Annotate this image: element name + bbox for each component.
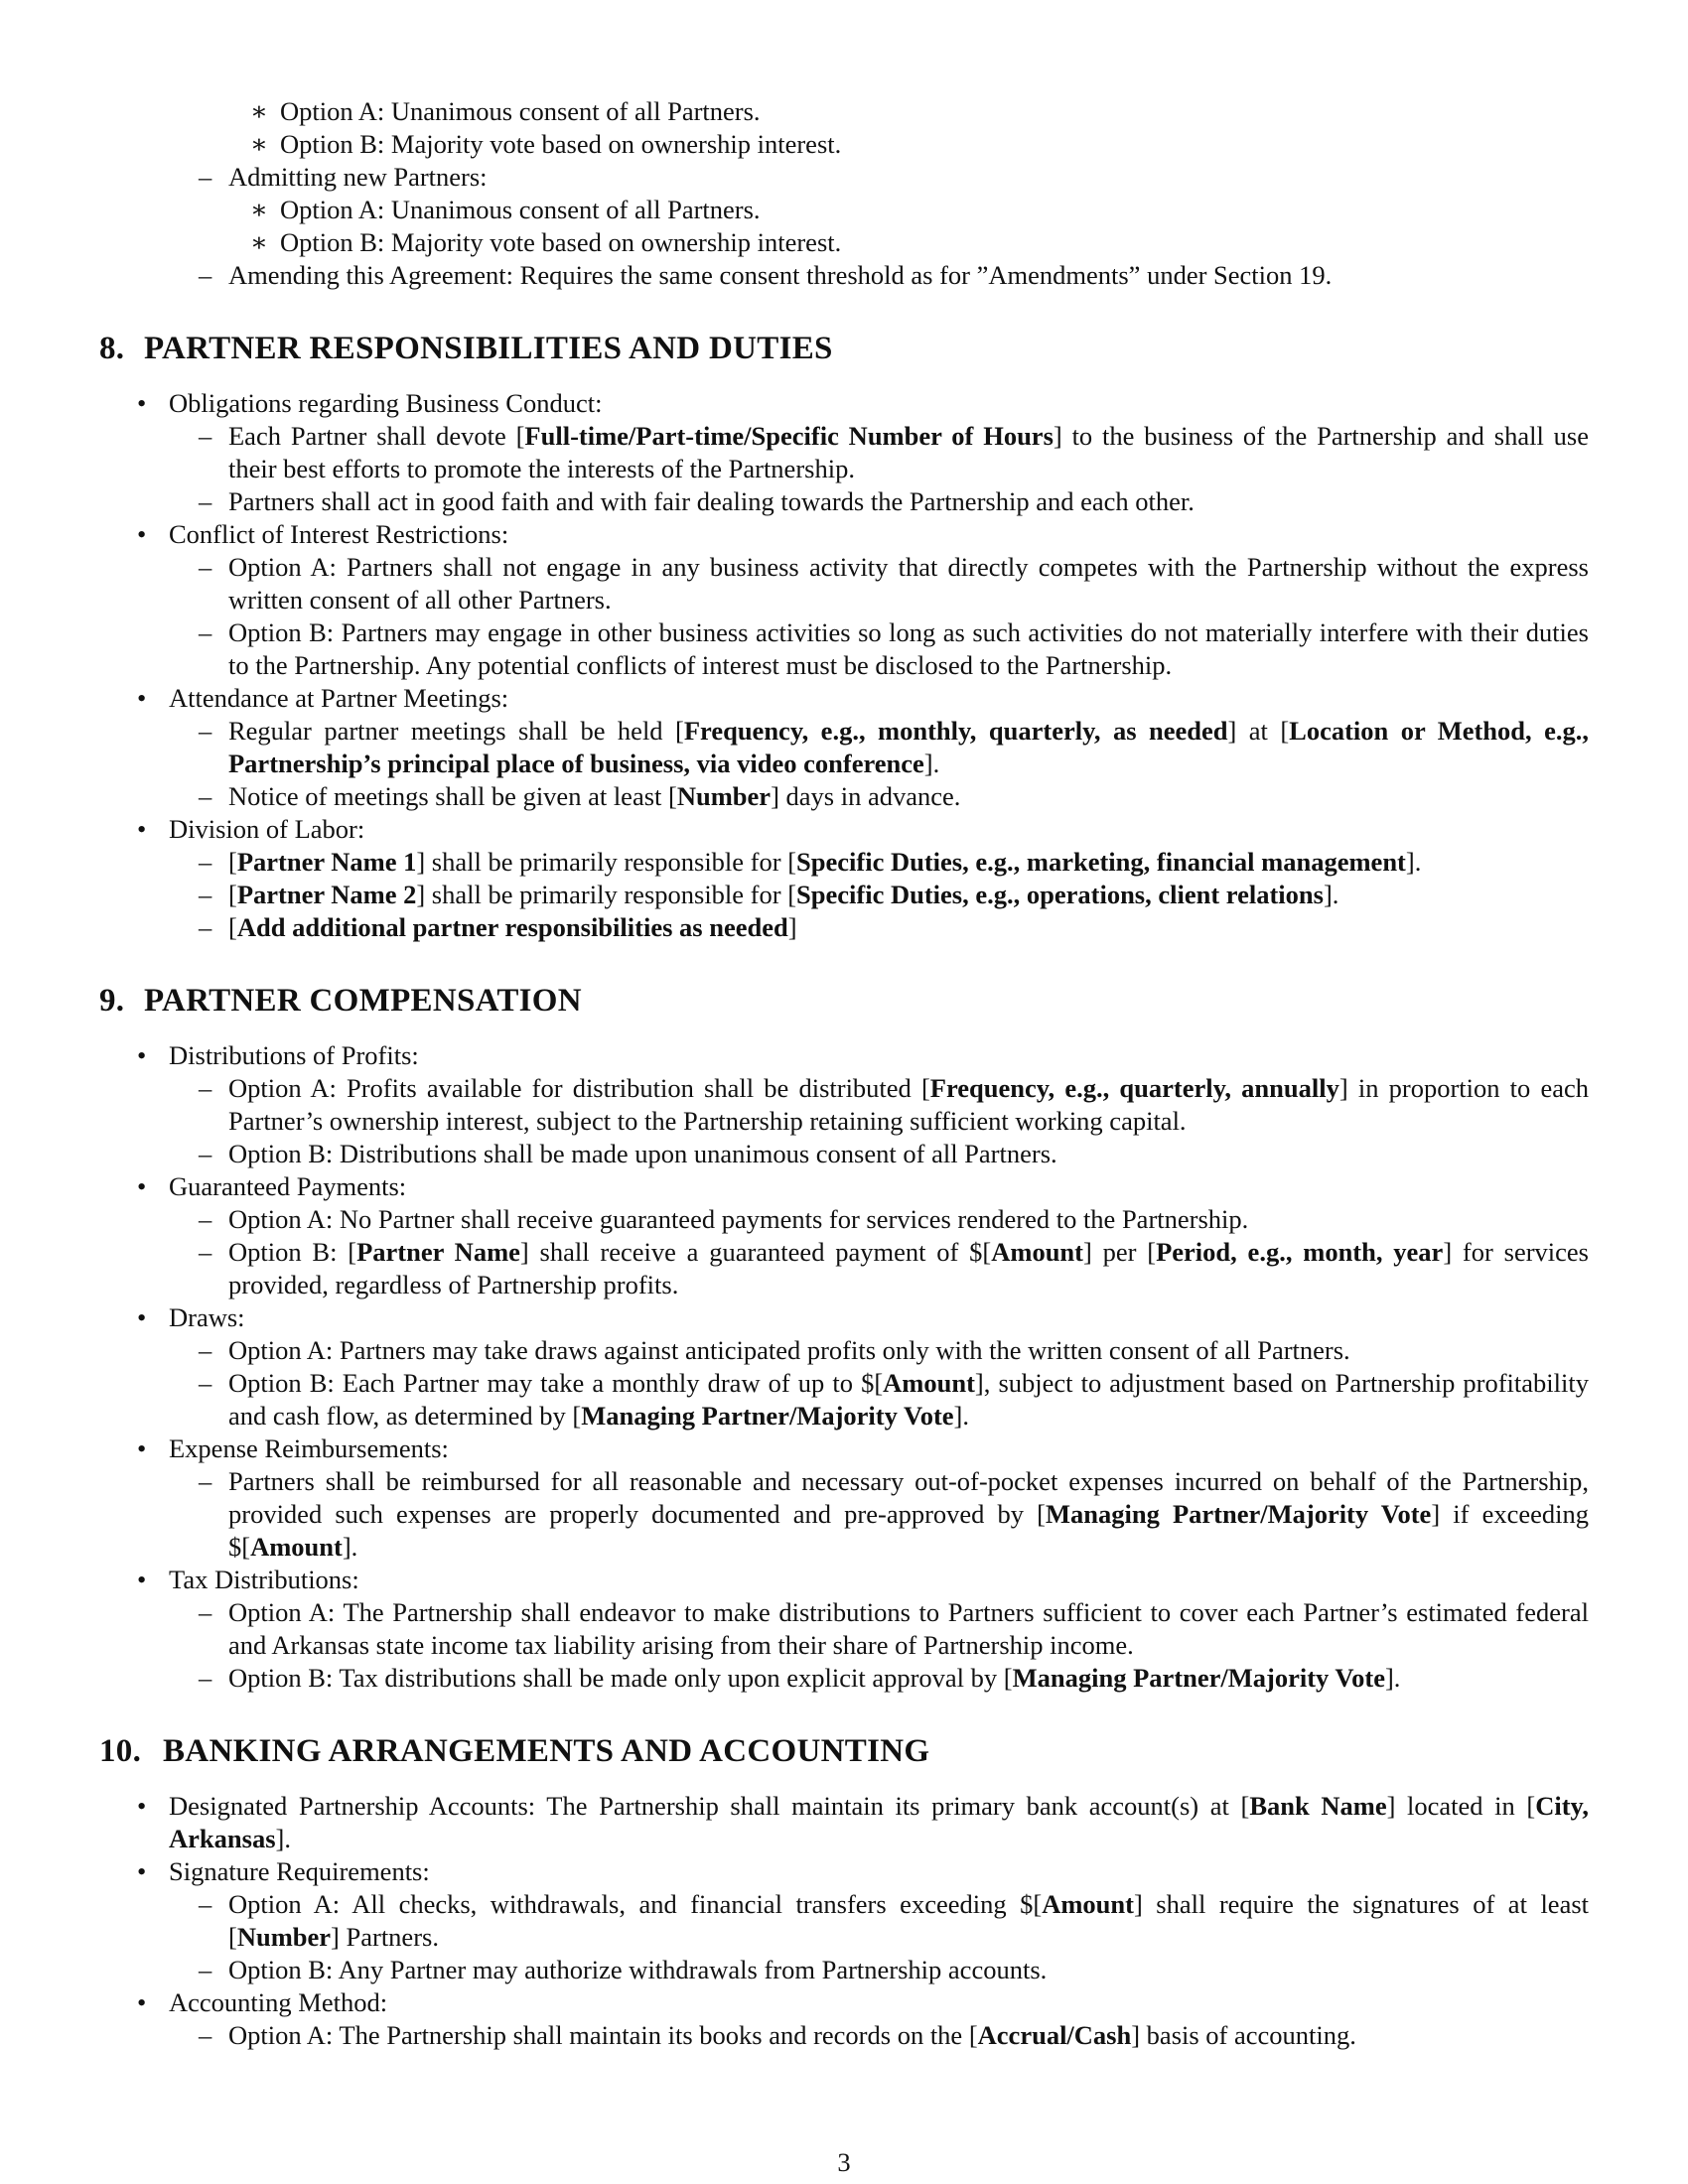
list-marker: –	[199, 1889, 212, 1919]
list-marker: –	[199, 847, 212, 877]
placeholder-field: Amount	[250, 1532, 343, 1562]
list-item-level-2: – Each Partner shall devote [Full-time/Part-time/Specific Number of Hours] to the business of the Partnership and shall use their best efforts to promote the interests of the Partnership.	[199, 421, 1589, 483]
list-marker: •	[137, 1171, 147, 1201]
list-item-level-1: • Guaranteed Payments:	[137, 1171, 407, 1201]
list-item-level-1: • Attendance at Partner Meetings:	[137, 683, 509, 713]
document-page	[99, 95, 1589, 2052]
list-item-level-2: – Regular partner meetings shall be held [Frequency, e.g., monthly, quarterly, as needed] at [Location or Method, e.g., Partnership’s principal place of business, via video conference].	[199, 716, 1590, 778]
section-heading	[99, 981, 1589, 1021]
list-item-level-3: ∗ Option A: Unanimous consent of all Partners.	[250, 96, 761, 126]
list-item-level-1: • Draws:	[137, 1302, 245, 1332]
list-item-level-2: – Option B: Any Partner may authorize withdrawals from Partnership accounts.	[199, 1955, 1048, 1984]
list-item-level-1: • Obligations regarding Business Conduct:	[137, 388, 603, 418]
list-marker: ∗	[250, 227, 269, 257]
placeholder-field: Amount	[991, 1237, 1083, 1267]
list-marker: •	[137, 1856, 147, 1886]
list-marker: •	[137, 1987, 147, 2017]
list-item-level-2: – Option B: [Partner Name] shall receive a guaranteed payment of $[Amount] per [Period, e.g., month, year] for services provided, regardless of Partnership profits.	[199, 1237, 1589, 1299]
section-title: BANKING ARRANGEMENTS AND ACCOUNTING	[163, 1733, 930, 1769]
list-item-level-2: – [Add additional partner responsibilities as needed]	[199, 912, 797, 942]
continued-list	[99, 95, 1589, 292]
list-item-level-1: • Signature Requirements:	[137, 1856, 430, 1886]
placeholder-field: Managing Partner/Majority Vote	[581, 1401, 954, 1431]
list-marker: –	[199, 617, 212, 647]
list-marker: –	[199, 716, 212, 746]
list-marker: –	[199, 1368, 212, 1398]
list-marker: •	[137, 683, 147, 713]
list-item-level-3: ∗ Option B: Majority vote based on ownership interest.	[250, 227, 842, 257]
section-number: 10.	[99, 1733, 142, 1769]
list-marker: •	[137, 1433, 147, 1463]
placeholder-field: Number	[236, 1922, 332, 1952]
list-marker: –	[199, 781, 212, 811]
section-number: 9.	[99, 983, 125, 1019]
section-heading	[99, 329, 1589, 368]
list-marker: •	[137, 519, 147, 549]
list-item-level-1: • Distributions of Profits:	[137, 1040, 419, 1070]
list-item-level-2: – [Partner Name 2] shall be primarily responsible for [Specific Duties, e.g., operations, client relations].	[199, 880, 1339, 909]
placeholder-field: Bank Name	[1249, 1791, 1387, 1821]
list-item-level-2: – Notice of meetings shall be given at least [Number] days in advance.	[199, 781, 961, 811]
section-9	[99, 981, 1589, 1695]
list-item-level-3: ∗ Option A: Unanimous consent of all Partners.	[250, 195, 761, 224]
section-title: PARTNER COMPENSATION	[144, 983, 582, 1019]
list-marker: –	[199, 2020, 212, 2050]
list-marker: –	[199, 260, 212, 290]
placeholder-field: Amount	[1042, 1889, 1134, 1919]
list-item-level-2: – Amending this Agreement: Requires the same consent threshold as for ”Amendments” under Section 19.	[199, 260, 1333, 290]
list-item-level-2: – Option B: Tax distributions shall be made only upon explicit approval by [Managing Partner/Majority Vote].	[199, 1663, 1401, 1693]
list-marker: –	[199, 162, 212, 192]
list-item-level-1: • Expense Reimbursements:	[137, 1433, 449, 1463]
list-item-level-2: – Option B: Partners may engage in other business activities so long as such activities do not materially interfere with their duties to the Partnership. Any potential conflicts of interest must be disclosed to the Partnership.	[199, 617, 1589, 680]
list-item-level-1: • Conflict of Interest Restrictions:	[137, 519, 509, 549]
list-item-level-1: • Tax Distributions:	[137, 1565, 359, 1594]
list-item-level-2: – Option B: Distributions shall be made upon unanimous consent of all Partners.	[199, 1139, 1057, 1168]
list-marker: •	[137, 1040, 147, 1070]
list-item-level-2: – Partners shall act in good faith and with fair dealing towards the Partnership and each other.	[199, 486, 1195, 516]
placeholder-field: Partner Name	[356, 1237, 520, 1267]
list-marker: ∗	[250, 129, 269, 159]
list-item-level-2: – Option B: Each Partner may take a monthly draw of up to $[Amount], subject to adjustment based on Partnership profitability and cash flow, as determined by [Managing Partner/Majority Vote].	[199, 1368, 1589, 1431]
list-marker: –	[199, 421, 212, 451]
list-marker: –	[199, 1335, 212, 1365]
list-marker: •	[137, 1565, 147, 1594]
list-marker: –	[199, 1204, 212, 1234]
list-item-level-2: – Option A: All checks, withdrawals, and financial transfers exceeding $[Amount] shall require the signatures of at least [Number] Partners.	[199, 1889, 1590, 1952]
placeholder-field: Frequency, e.g., monthly, quarterly, as needed	[683, 716, 1228, 746]
list-item-level-2: – Option A: Partners may take draws against anticipated profits only with the written consent of all Partners.	[199, 1335, 1350, 1365]
list-item-level-1: • Accounting Method:	[137, 1987, 388, 2017]
list-marker: –	[199, 1955, 212, 1984]
placeholder-field: Partner Name 2	[236, 880, 417, 909]
placeholder-field: Partner Name 1	[236, 847, 417, 877]
placeholder-field: Accrual/Cash	[977, 2020, 1132, 2050]
list-marker: –	[199, 1237, 212, 1267]
list-marker: –	[199, 486, 212, 516]
placeholder-field: Number	[676, 781, 772, 811]
section-8	[99, 329, 1589, 944]
list-marker: •	[137, 1791, 147, 1821]
list-item-level-2: – Option A: No Partner shall receive guaranteed payments for services rendered to the Partnership.	[199, 1204, 1249, 1234]
list-marker: ∗	[250, 96, 269, 126]
section-title: PARTNER RESPONSIBILITIES AND DUTIES	[144, 331, 833, 366]
list-marker: •	[137, 814, 147, 844]
section-number: 8.	[99, 331, 125, 366]
placeholder-field: Managing Partner/Majority Vote	[1012, 1663, 1385, 1693]
list-marker: –	[199, 1139, 212, 1168]
placeholder-field: Amount	[883, 1368, 975, 1398]
placeholder-field: Specific Duties, e.g., marketing, financial management	[796, 847, 1406, 877]
list-marker: –	[199, 912, 212, 942]
placeholder-field: Specific Duties, e.g., operations, client relations	[796, 880, 1324, 909]
section-heading	[99, 1731, 1589, 1771]
list-marker: –	[199, 880, 212, 909]
list-marker: •	[137, 388, 147, 418]
section-list	[99, 1039, 1589, 1695]
list-marker: –	[199, 1597, 212, 1627]
placeholder-field: Frequency, e.g., quarterly, annually	[929, 1073, 1339, 1103]
list-marker: ∗	[250, 195, 269, 224]
list-item-level-1: • Division of Labor:	[137, 814, 365, 844]
list-marker: –	[199, 552, 212, 582]
page-number: 3	[837, 2147, 851, 2177]
section-10	[99, 1731, 1589, 2052]
list-item-level-2: – Option A: The Partnership shall endeavor to make distributions to Partners sufficient to cover each Partner’s estimated federal and Arkansas state income tax liability arising from their share of Partnership income.	[199, 1597, 1589, 1660]
placeholder-field: Managing Partner/Majority Vote	[1045, 1499, 1432, 1529]
section-list	[99, 387, 1589, 944]
placeholder-field: City, Arkansas	[169, 1791, 1589, 1853]
list-item-level-2: – Admitting new Partners:	[199, 162, 488, 192]
placeholder-field: Full-time/Part-time/Specific Number of Hours	[524, 421, 1054, 451]
list-item-level-2: – Partners shall be reimbursed for all reasonable and necessary out-of-pocket expenses incurred on behalf of the Partnership, provided such expenses are properly documented and pre-approved by [Managing Partner/Majority Vote] if exceeding $[Amount].	[199, 1466, 1589, 1562]
list-item-level-1: • Designated Partnership Accounts: The Partnership shall maintain its primary bank account(s) at [Bank Name] located in [City, Arkansas].	[137, 1791, 1589, 1853]
list-item-level-3: ∗ Option B: Majority vote based on ownership interest.	[250, 129, 842, 159]
placeholder-field: Location or Method, e.g., Partnership’s principal place of business, via video conference	[228, 716, 1590, 778]
list-marker: –	[199, 1466, 212, 1496]
section-list	[99, 1790, 1589, 2052]
list-item-level-2: – Option A: The Partnership shall maintain its books and records on the [Accrual/Cash] basis of accounting.	[199, 2020, 1356, 2050]
list-marker: –	[199, 1073, 212, 1103]
placeholder-field: Add additional partner responsibilities as needed	[236, 912, 788, 942]
placeholder-field: Period, e.g., month, year	[1156, 1237, 1444, 1267]
list-item-level-2: – Option A: Profits available for distribution shall be distributed [Frequency, e.g., quarterly, annually] in proportion to each Partner’s ownership interest, subject to the Partnership retaining sufficient working capital.	[199, 1073, 1589, 1136]
list-marker: •	[137, 1302, 147, 1332]
list-marker: –	[199, 1663, 212, 1693]
list-item-level-2: – Option A: Partners shall not engage in any business activity that directly competes with the Partnership without the express written consent of all other Partners.	[199, 552, 1589, 614]
list-item-level-2: – [Partner Name 1] shall be primarily responsible for [Specific Duties, e.g., marketing, financial management].	[199, 847, 1422, 877]
